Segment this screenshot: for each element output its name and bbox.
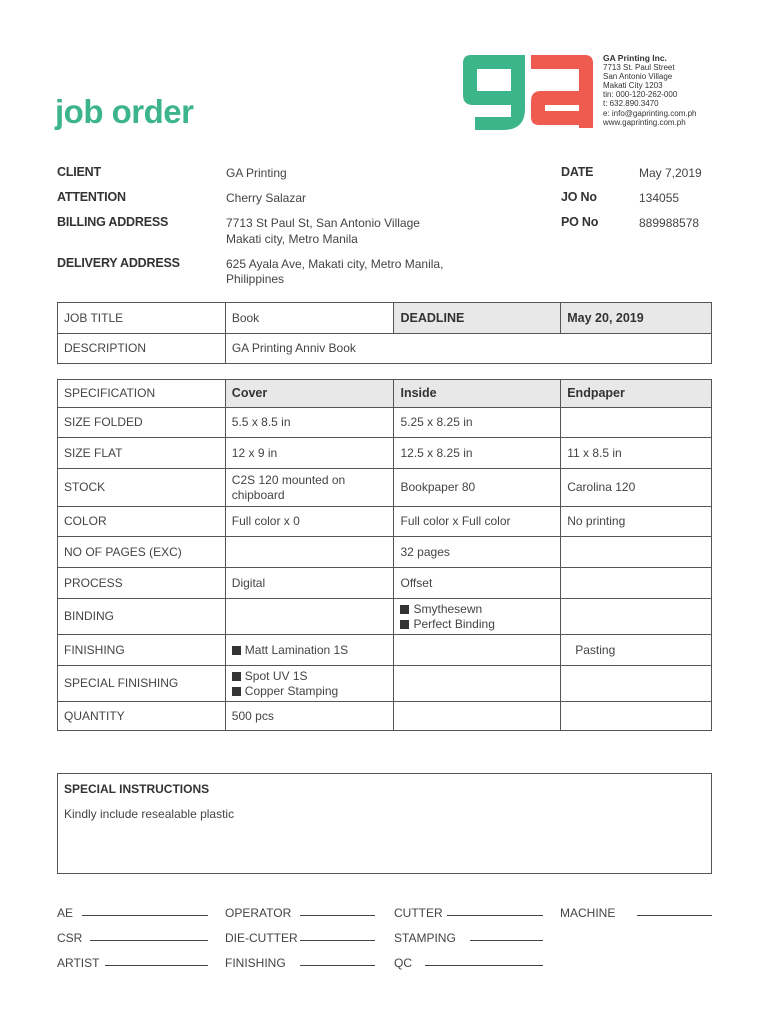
table-row <box>58 635 712 666</box>
cover-cell <box>225 537 394 568</box>
delivery-address-label: DELIVERY ADDRESS <box>57 256 180 270</box>
checked-box-icon <box>400 620 409 629</box>
description-value: GA Printing Anniv Book <box>225 334 711 364</box>
ae-label: AE <box>57 906 74 920</box>
endpaper-cell <box>561 599 712 635</box>
table-row <box>58 568 712 599</box>
company-name: GA Printing Inc. <box>603 53 667 63</box>
spec-label: SIZE FOLDED <box>58 408 226 438</box>
po-number-label: PO No <box>561 215 599 229</box>
job-title-label: JOB TITLE <box>58 303 226 334</box>
spec-header-specification: SPECIFICATION <box>58 380 226 408</box>
delivery-address-line-1: 625 Ayala Ave, Makati city, Metro Manila, <box>226 257 444 271</box>
table-row <box>58 507 712 537</box>
logo-a-shape <box>531 55 593 128</box>
inside-cell <box>394 666 561 702</box>
company-address-1: 7713 St. Paul Street <box>603 63 675 73</box>
qc-label: QC <box>394 956 412 970</box>
checkbox-label: Smythesewn <box>413 601 483 616</box>
cutter-label: CUTTER <box>394 906 443 920</box>
cover-cell <box>225 635 394 666</box>
checkbox-label: Matt Lamination 1S <box>244 642 349 657</box>
deadline-label: DEADLINE <box>394 303 561 334</box>
spec-header-endpaper: Endpaper <box>561 380 712 408</box>
company-phone: t: 632.890.3470 <box>603 99 659 109</box>
table-row <box>58 438 712 469</box>
spec-label: FINISHING <box>58 635 226 666</box>
artist-label: ARTIST <box>57 956 100 970</box>
jo-number-value: 134055 <box>639 191 680 205</box>
description-row <box>58 334 712 364</box>
cover-cell: 12 x 9 in <box>225 438 394 469</box>
spec-label: QUANTITY <box>58 702 226 731</box>
endpaper-cell <box>561 568 712 599</box>
special-instructions-label: SPECIAL INSTRUCTIONS <box>64 782 210 796</box>
delivery-address-line-2: Philippines <box>226 272 285 286</box>
job-table <box>57 302 712 364</box>
endpaper-cell: Carolina 120 <box>561 469 712 507</box>
inside-cell <box>394 635 561 666</box>
description-label: DESCRIPTION <box>58 334 226 364</box>
checked-box-icon <box>400 605 409 614</box>
machine-signature-line <box>637 915 712 916</box>
table-row <box>58 469 712 507</box>
finishing-signature-line <box>300 965 375 966</box>
operator-label: OPERATOR <box>225 906 292 920</box>
cutter-signature-line <box>447 915 543 916</box>
endpaper-cell <box>561 408 712 438</box>
table-row <box>58 408 712 438</box>
ga-logo <box>463 55 593 130</box>
stamping-signature-line <box>470 940 543 941</box>
spec-label: SPECIAL FINISHING <box>58 666 226 702</box>
csr-signature-line <box>90 940 208 941</box>
inside-cell: Full color x Full color <box>394 507 561 537</box>
date-value: May 7,2019 <box>639 166 702 180</box>
attention-value: Cherry Salazar <box>226 191 307 205</box>
qc-signature-line <box>425 965 543 966</box>
company-address-3: Makati City 1203 <box>603 81 663 91</box>
specification-table <box>57 379 712 731</box>
checkbox-item <box>400 602 554 617</box>
table-row <box>58 666 712 702</box>
deadline-value: May 20, 2019 <box>561 303 712 334</box>
cover-cell: Digital <box>225 568 394 599</box>
company-info <box>603 54 697 127</box>
special-instructions-box <box>57 773 712 874</box>
spec-header-inside: Inside <box>394 380 561 408</box>
checkbox-label: Spot UV 1S <box>244 668 308 683</box>
inside-cell: Offset <box>394 568 561 599</box>
checkbox-item <box>232 684 388 699</box>
spec-label: SIZE FLAT <box>58 438 226 469</box>
cover-cell: 500 pcs <box>225 702 394 731</box>
jo-number-label: JO No <box>561 190 597 204</box>
inside-cell: Bookpaper 80 <box>394 469 561 507</box>
checked-box-icon <box>232 687 241 696</box>
table-row <box>58 702 712 731</box>
checked-box-icon <box>232 672 241 681</box>
die-cutter-signature-line <box>300 940 375 941</box>
cover-cell: 5.5 x 8.5 in <box>225 408 394 438</box>
job-title-row <box>58 303 712 334</box>
cover-cell <box>225 666 394 702</box>
date-label: DATE <box>561 165 594 179</box>
checkbox-label: Copper Stamping <box>244 683 339 698</box>
inside-cell: 12.5 x 8.25 in <box>394 438 561 469</box>
attention-label: ATTENTION <box>57 190 126 204</box>
po-number-value: 889988578 <box>639 216 700 230</box>
endpaper-cell: Pasting <box>561 635 712 666</box>
inside-cell: 5.25 x 8.25 in <box>394 408 561 438</box>
company-tin: tin: 000-120-262-000 <box>603 90 678 100</box>
machine-label: MACHINE <box>560 906 616 920</box>
spec-label: STOCK <box>58 469 226 507</box>
spec-header-cover: Cover <box>225 380 394 408</box>
company-website: www.gaprinting.com.ph <box>603 117 686 127</box>
special-instructions-text: Kindly include resealable plastic <box>64 807 235 821</box>
endpaper-cell <box>561 702 712 731</box>
csr-label: CSR <box>57 931 83 945</box>
page-title: job order <box>55 93 194 130</box>
spec-label: PROCESS <box>58 568 226 599</box>
die-cutter-label: DIE-CUTTER <box>225 931 298 945</box>
inside-cell <box>394 702 561 731</box>
operator-signature-line <box>300 915 375 916</box>
endpaper-cell <box>561 537 712 568</box>
table-row <box>58 537 712 568</box>
billing-address-line-1: 7713 St Paul St, San Antonio Village <box>226 216 420 230</box>
endpaper-cell <box>561 666 712 702</box>
checkbox-label: Perfect Binding <box>413 616 495 631</box>
billing-address-label: BILLING ADDRESS <box>57 215 169 229</box>
table-row <box>58 599 712 635</box>
artist-signature-line <box>105 965 208 966</box>
cover-line: C2S 120 mounted on <box>231 472 346 487</box>
endpaper-cell: No printing <box>561 507 712 537</box>
inside-cell <box>394 599 561 635</box>
billing-address-line-2: Makati city, Metro Manila <box>226 232 358 246</box>
spec-label: BINDING <box>58 599 226 635</box>
ae-signature-line <box>82 915 208 916</box>
checkbox-item <box>232 669 388 684</box>
spec-header-row <box>58 380 712 408</box>
cover-line: chipboard <box>231 487 285 502</box>
cover-cell <box>225 599 394 635</box>
inside-cell: 32 pages <box>394 537 561 568</box>
cover-cell: Full color x 0 <box>225 507 394 537</box>
logo-g-shape <box>463 55 525 130</box>
job-title-value: Book <box>225 303 394 334</box>
checkbox-item <box>400 617 554 632</box>
checked-box-icon <box>232 646 241 655</box>
company-email: e: info@gaprinting.com.ph <box>603 108 697 118</box>
cover-cell <box>225 469 394 507</box>
spec-label: NO OF PAGES (EXC) <box>58 537 226 568</box>
client-label: CLIENT <box>57 165 101 179</box>
stamping-label: STAMPING <box>394 931 456 945</box>
endpaper-cell: 11 x 8.5 in <box>561 438 712 469</box>
company-address-2: San Antonio Village <box>603 72 673 82</box>
finishing-label: FINISHING <box>225 956 286 970</box>
spec-label: COLOR <box>58 507 226 537</box>
client-value: GA Printing <box>226 166 287 180</box>
